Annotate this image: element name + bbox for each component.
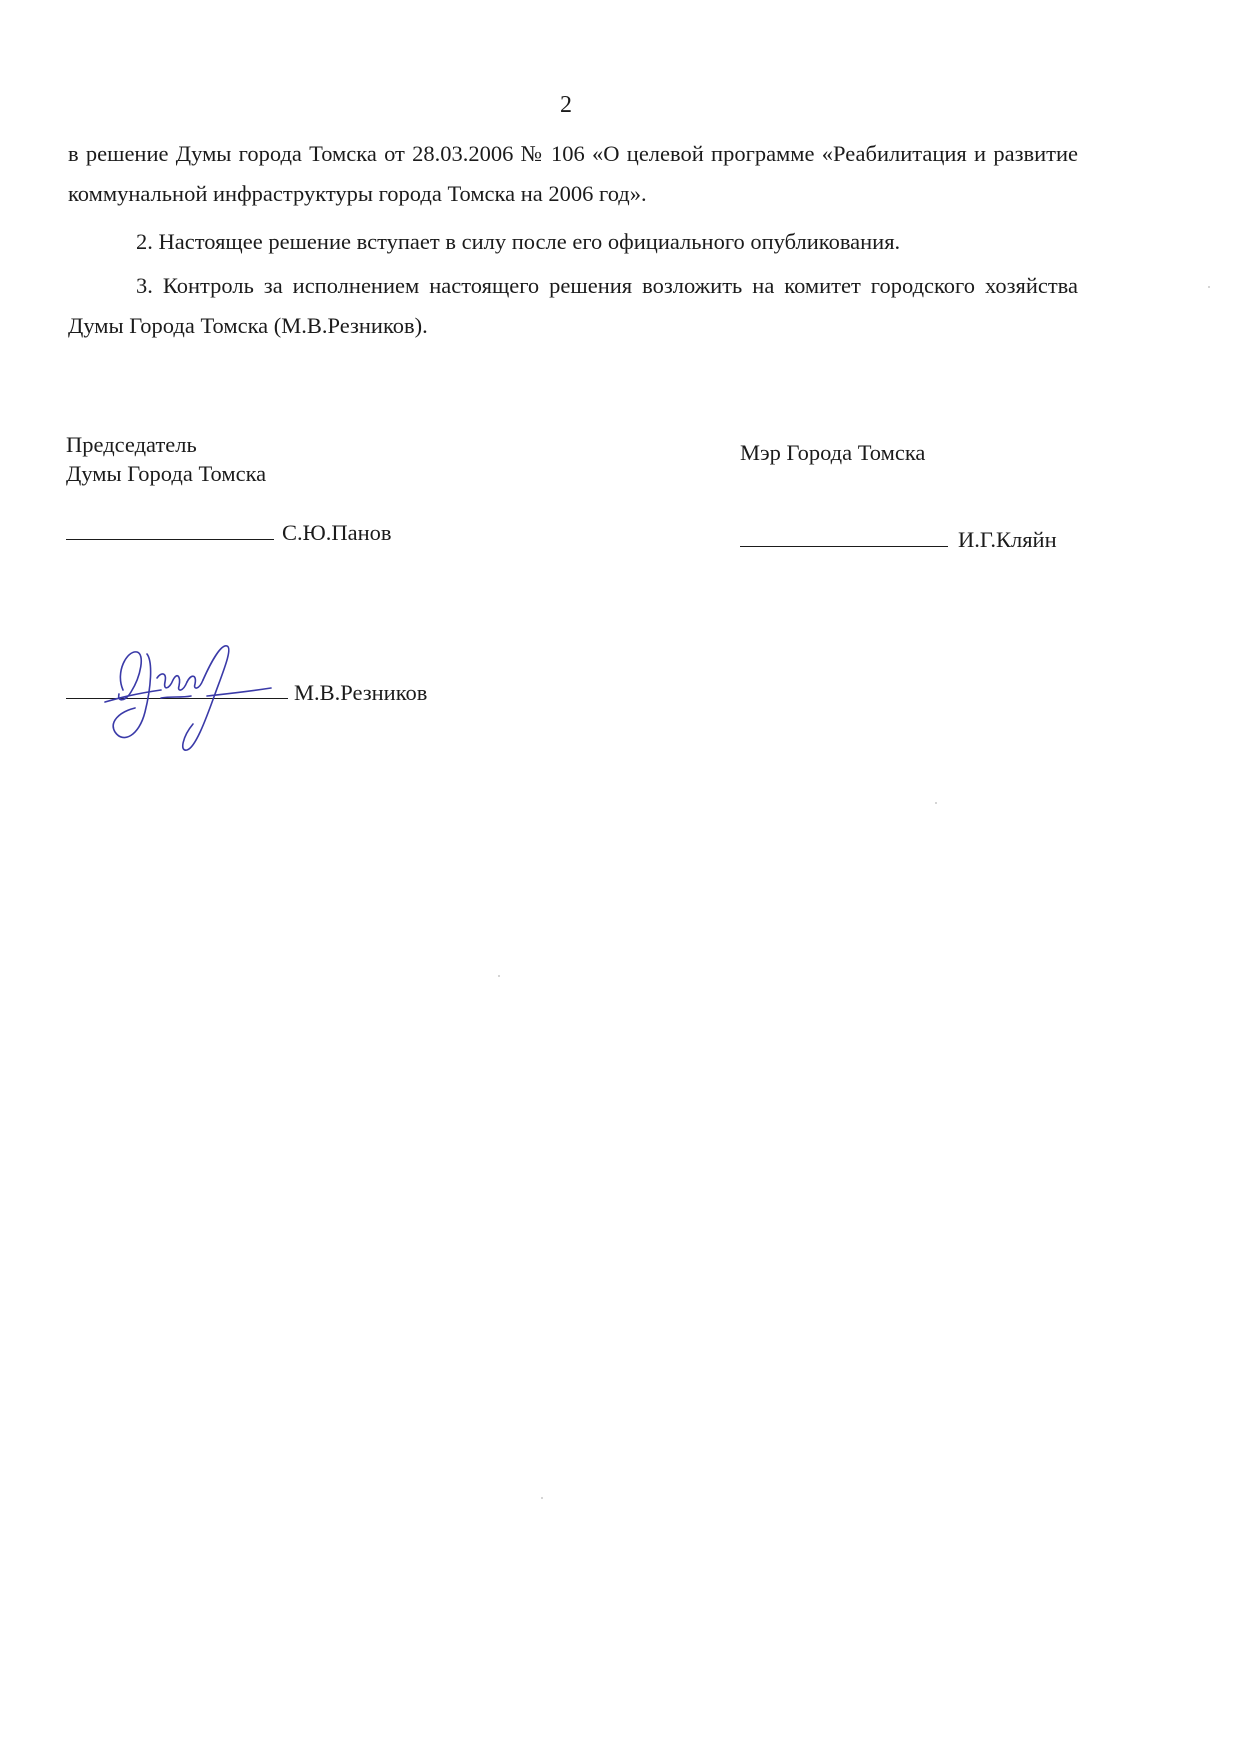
paragraph-control: 3. Контроль за исполнением настоящего решения возложить на комитет городского хозяйства Думы Города Томска (М.В.Резников).: [68, 273, 1078, 338]
chairman-signature-line: [66, 539, 274, 540]
scan-speck: [1208, 286, 1210, 288]
paragraph-amendment: в решение Думы города Томска от 28.03.2006 № 106 «О целевой программе «Реабилитация и развитие коммунальной инфраструктуры города Томска на 2006 год».: [68, 141, 1078, 206]
paragraph-effective-date: 2. Настоящее решение вступает в силу после его официального опубликования.: [136, 229, 901, 254]
chairman-name: С.Ю.Панов: [282, 520, 392, 545]
chairman-title-line1: Председатель: [66, 432, 197, 457]
mayor-name: И.Г.Кляйн: [958, 527, 1057, 552]
scan-speck: [935, 802, 937, 804]
scan-speck: [541, 1497, 543, 1499]
mayor-title: Мэр Города Томска: [740, 440, 926, 465]
mayor-signature-line: [740, 546, 948, 547]
page-number: 2: [560, 92, 572, 118]
scan-speck: [498, 975, 500, 977]
handwritten-signature: [95, 632, 285, 762]
committee-chair-name: М.В.Резников: [294, 680, 428, 705]
chairman-title-line2: Думы Города Томска: [66, 461, 267, 486]
